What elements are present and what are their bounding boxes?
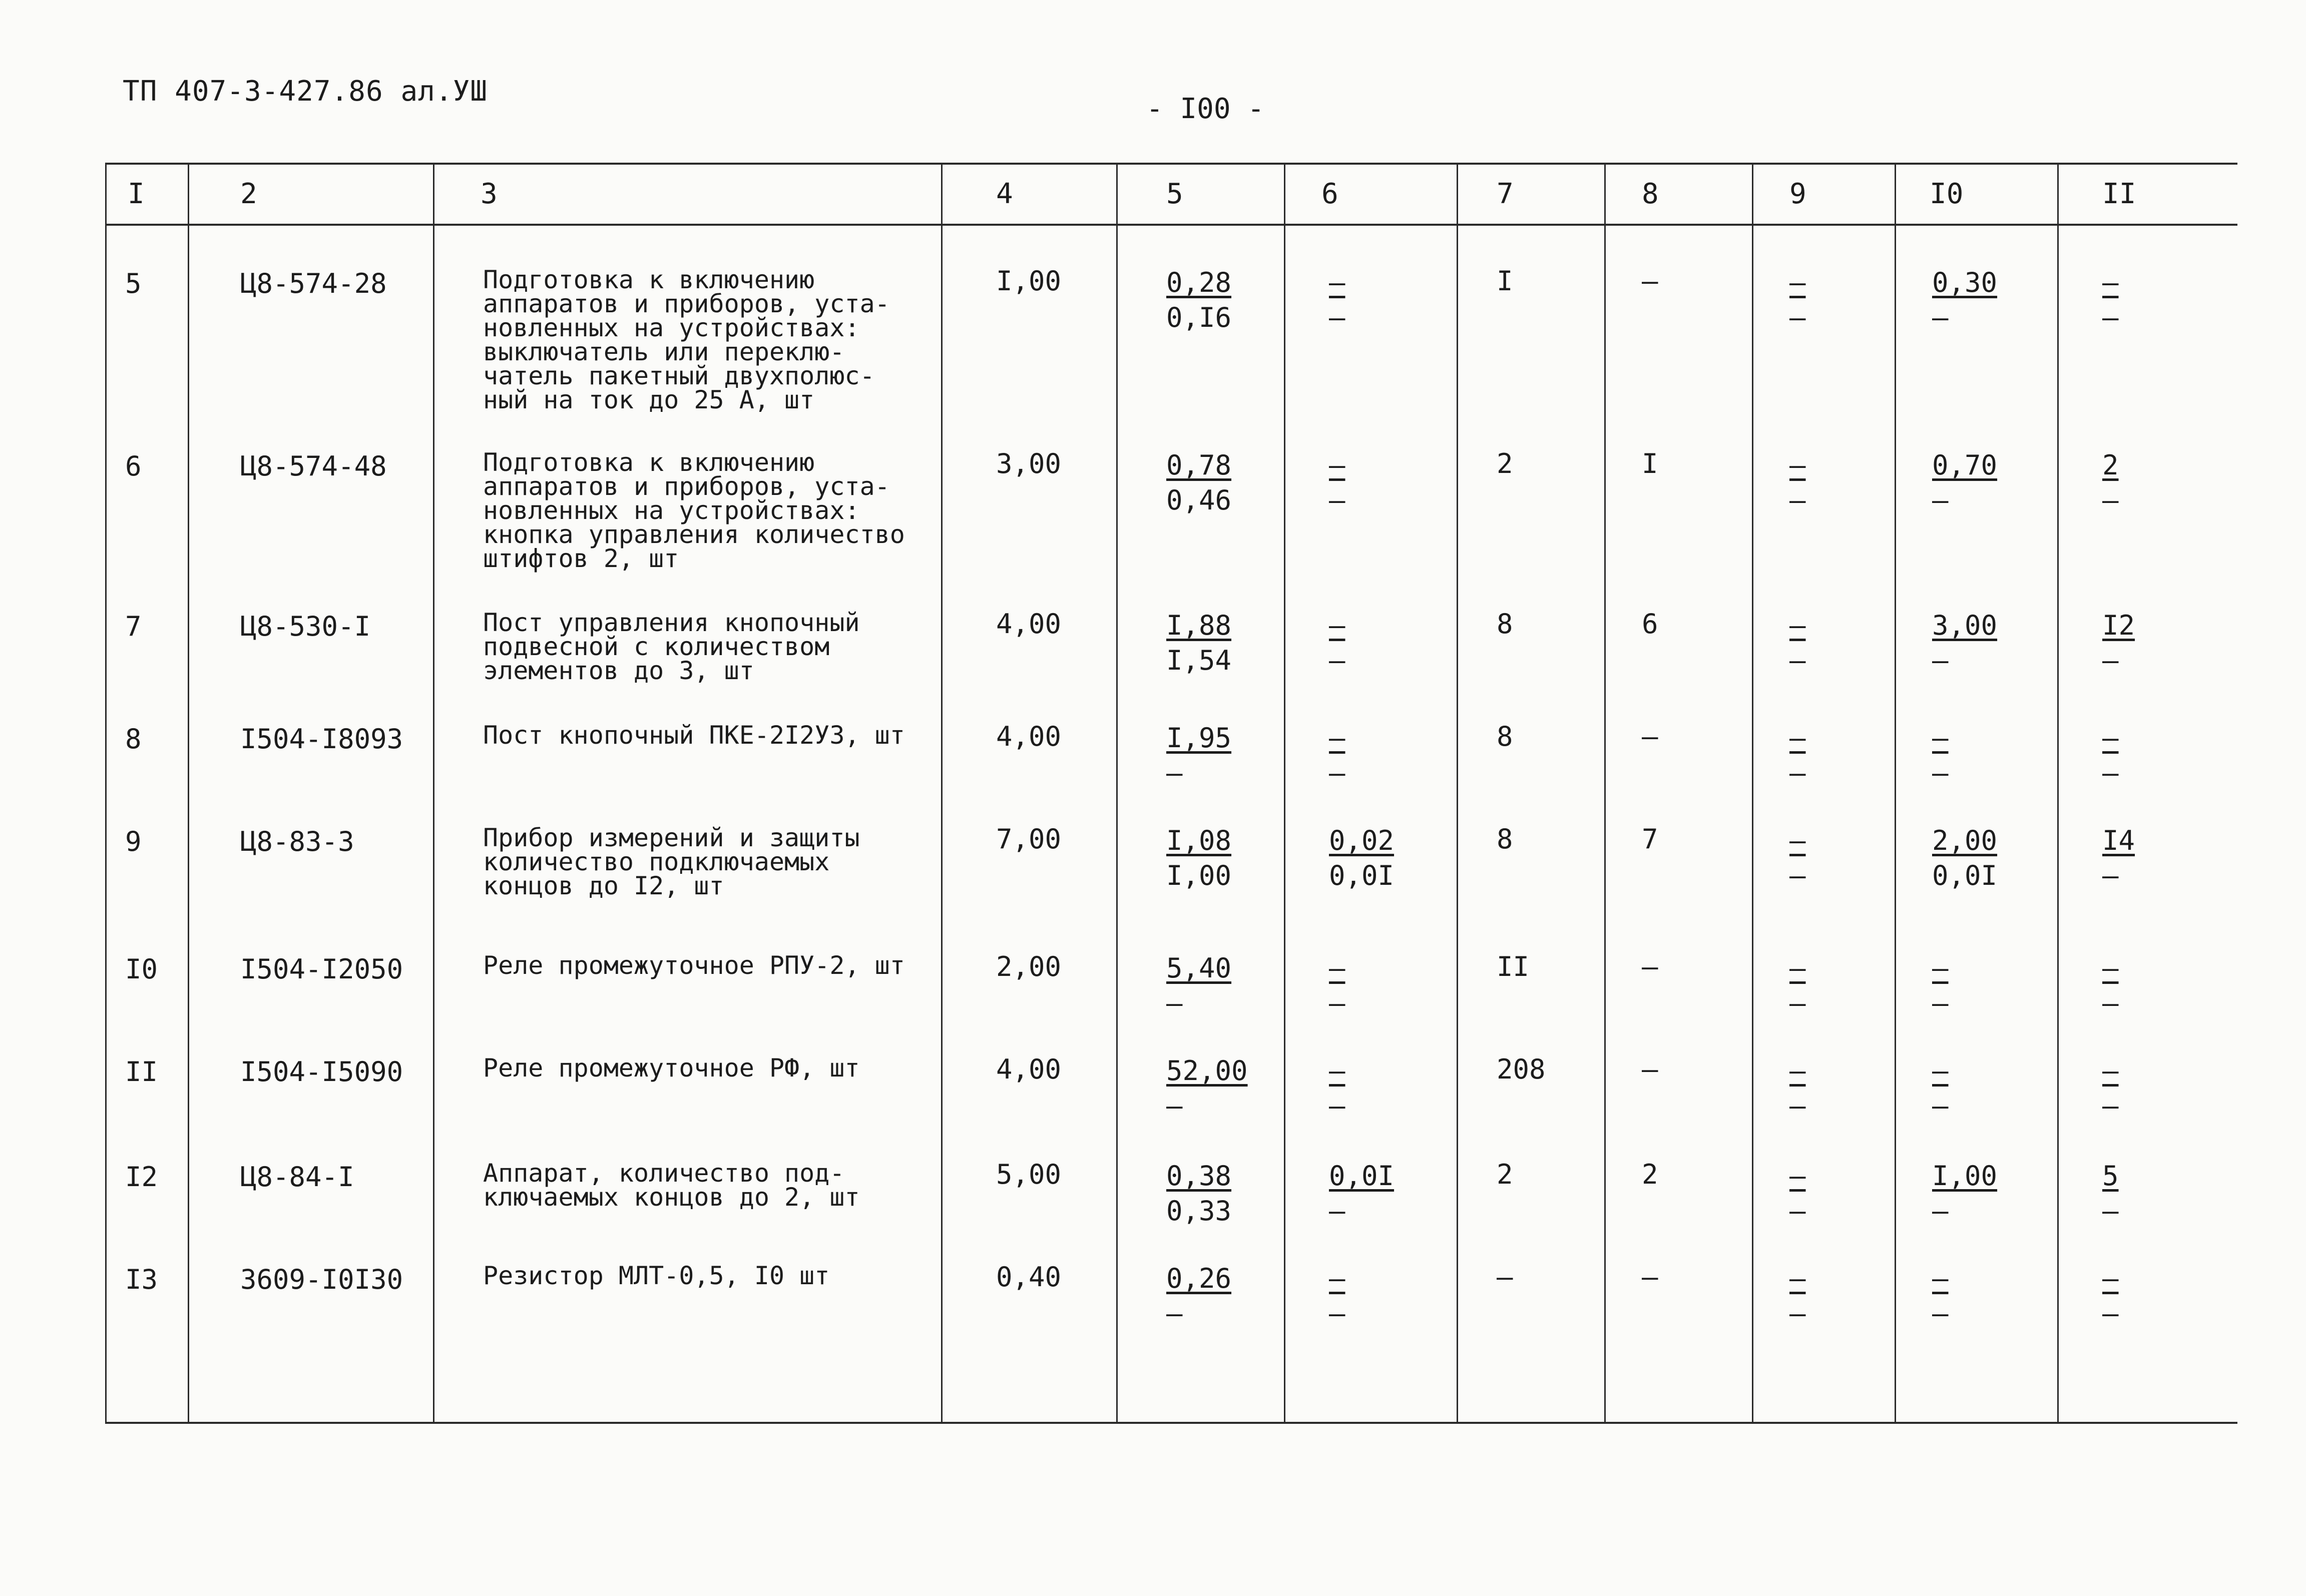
row-number: 7 xyxy=(125,611,142,642)
fraction-denominator: I,00 xyxy=(1166,860,1232,891)
fraction-numerator: I,08 xyxy=(1166,825,1232,856)
column-header: 3 xyxy=(481,178,498,210)
fraction-denominator: – xyxy=(1932,987,1949,1019)
value-col-7: 208 xyxy=(1497,1053,1546,1085)
fraction-numerator: 0,28 xyxy=(1166,267,1232,298)
fraction-denominator: – xyxy=(1789,1090,1806,1122)
quantity-value: 4,00 xyxy=(996,1053,1062,1085)
fraction-denominator: – xyxy=(1329,757,1345,789)
fraction-c6 xyxy=(1329,448,1345,518)
fraction-c6 xyxy=(1329,1159,1394,1229)
fraction-c6 xyxy=(1329,721,1345,791)
fraction-denominator: – xyxy=(1329,987,1345,1019)
fraction-denominator: I,54 xyxy=(1166,645,1232,676)
row-number: I2 xyxy=(125,1161,158,1193)
fraction-c10 xyxy=(1932,1261,1949,1331)
fraction-c10 xyxy=(1932,951,1949,1021)
fraction-c6 xyxy=(1329,1261,1345,1331)
quantity-value: 4,00 xyxy=(996,721,1062,752)
fraction-c11 xyxy=(2102,608,2135,678)
fraction-numerator: – xyxy=(1789,267,1806,298)
fraction-c5 xyxy=(1166,1261,1231,1331)
fraction-denominator: – xyxy=(2102,484,2119,516)
fraction-denominator: – xyxy=(1932,484,1949,516)
fraction-denominator: 0,I6 xyxy=(1166,302,1232,333)
fraction-c5 xyxy=(1166,951,1231,1021)
fraction-numerator: I,88 xyxy=(1166,610,1232,641)
quantity-value: 7,00 xyxy=(996,823,1062,855)
work-description: Резистор МЛТ-0,5, I0 шт xyxy=(483,1261,830,1290)
column-divider xyxy=(1284,163,1285,1424)
work-description: Реле промежуточное РПУ-2, шт xyxy=(483,951,905,980)
price-code: I504-I5090 xyxy=(240,1056,403,1088)
fraction-denominator: – xyxy=(2102,987,2119,1019)
fraction-denominator: – xyxy=(2102,645,2119,676)
fraction-denominator: – xyxy=(2102,860,2119,891)
fraction-numerator: – xyxy=(1789,449,1806,481)
value-col-7: II xyxy=(1497,951,1530,982)
fraction-denominator: – xyxy=(1329,1090,1345,1122)
fraction-denominator: – xyxy=(1932,1090,1949,1122)
fraction-c11 xyxy=(2102,823,2135,893)
fraction-numerator: – xyxy=(1789,722,1806,754)
fraction-numerator: – xyxy=(1789,1055,1806,1087)
row-number: II xyxy=(125,1056,158,1088)
fraction-numerator: – xyxy=(1329,1263,1345,1294)
value-col-8: 2 xyxy=(1642,1159,1658,1190)
column-header: 5 xyxy=(1166,178,1183,210)
fraction-numerator: – xyxy=(2102,1055,2119,1087)
fraction-c5 xyxy=(1166,608,1231,678)
column-header: 4 xyxy=(996,178,1013,210)
fraction-denominator: – xyxy=(1789,1298,1806,1329)
fraction-numerator: – xyxy=(1932,1263,1949,1294)
fraction-c6 xyxy=(1329,951,1345,1021)
fraction-c6 xyxy=(1329,608,1345,678)
fraction-numerator: – xyxy=(1329,267,1345,298)
column-divider xyxy=(1752,163,1753,1424)
fraction-c5 xyxy=(1166,823,1231,893)
fraction-c9 xyxy=(1789,823,1806,893)
fraction-denominator: 0,0I xyxy=(1329,860,1395,891)
table-bottom-border xyxy=(105,1422,2237,1424)
fraction-numerator: 2 xyxy=(2102,449,2119,481)
row-number: 5 xyxy=(125,268,142,299)
fraction-denominator: – xyxy=(1789,757,1806,789)
fraction-numerator: 0,78 xyxy=(1166,449,1232,481)
quantity-value: 3,00 xyxy=(996,448,1062,479)
fraction-denominator: – xyxy=(1166,1298,1183,1329)
fraction-denominator: – xyxy=(1932,302,1949,333)
column-divider xyxy=(1457,163,1458,1424)
price-code: Ц8-574-48 xyxy=(240,450,387,482)
fraction-denominator: – xyxy=(1166,987,1183,1019)
fraction-denominator: 0,33 xyxy=(1166,1195,1232,1227)
price-code: I504-I8093 xyxy=(240,723,403,755)
fraction-numerator: 2,00 xyxy=(1932,825,1998,856)
fraction-c11 xyxy=(2102,721,2119,791)
row-number: 9 xyxy=(125,826,142,857)
quantity-value: 2,00 xyxy=(996,951,1062,982)
fraction-denominator: – xyxy=(2102,757,2119,789)
document-code: ТП 407-3-427.86 ал.УШ xyxy=(123,75,488,108)
row-number: 6 xyxy=(125,450,142,482)
quantity-value: 5,00 xyxy=(996,1159,1062,1190)
column-header: 2 xyxy=(240,178,257,210)
fraction-numerator: I2 xyxy=(2102,610,2135,641)
page-number: - I00 - xyxy=(1146,93,1265,125)
fraction-c5 xyxy=(1166,1053,1248,1124)
fraction-numerator: I4 xyxy=(2102,825,2135,856)
fraction-denominator: – xyxy=(1329,302,1345,333)
value-col-8: – xyxy=(1642,1261,1658,1293)
column-header: II xyxy=(2102,178,2136,210)
fraction-numerator: – xyxy=(1329,610,1345,641)
fraction-c9 xyxy=(1789,448,1806,518)
fraction-denominator: – xyxy=(1932,1195,1949,1227)
fraction-numerator: – xyxy=(1789,610,1806,641)
fraction-denominator: – xyxy=(1789,987,1806,1019)
work-description: Подготовка к включению аппаратов и приборов, уста- новленных на устройствах: выключатель или переклю- чатель пакетный двухполюс- ный на ток до 25 А, шт xyxy=(483,265,890,414)
value-col-8: I xyxy=(1642,448,1658,479)
value-col-7: 8 xyxy=(1497,608,1513,640)
fraction-c11 xyxy=(2102,1261,2119,1331)
fraction-denominator: – xyxy=(1789,302,1806,333)
fraction-numerator: – xyxy=(1329,1055,1345,1087)
column-divider xyxy=(941,163,943,1424)
fraction-numerator: 0,0I xyxy=(1329,1160,1395,1192)
fraction-numerator: – xyxy=(2102,952,2119,984)
work-description: Аппарат, количество под- ключаемых концов до 2, шт xyxy=(483,1159,860,1212)
fraction-c9 xyxy=(1789,1261,1806,1331)
value-col-8: – xyxy=(1642,265,1658,297)
column-header: 9 xyxy=(1789,178,1806,210)
fraction-numerator: – xyxy=(2102,267,2119,298)
fraction-denominator: – xyxy=(1329,1298,1345,1329)
value-col-7: – xyxy=(1497,1261,1513,1293)
quantity-value: I,00 xyxy=(996,265,1062,297)
fraction-c10 xyxy=(1932,265,1997,335)
fraction-numerator: – xyxy=(1789,952,1806,984)
fraction-numerator: – xyxy=(1329,952,1345,984)
row-number: I3 xyxy=(125,1264,158,1295)
column-divider xyxy=(1116,163,1118,1424)
fraction-c11 xyxy=(2102,1053,2119,1124)
row-number: I0 xyxy=(125,953,158,985)
fraction-c9 xyxy=(1789,1053,1806,1124)
fraction-c5 xyxy=(1166,721,1231,791)
price-code: I504-I2050 xyxy=(240,953,403,985)
fraction-c10 xyxy=(1932,448,1997,518)
column-header: I0 xyxy=(1930,178,1964,210)
fraction-denominator: – xyxy=(1932,757,1949,789)
fraction-numerator: 5,40 xyxy=(1166,952,1232,984)
fraction-denominator: – xyxy=(1789,860,1806,891)
fraction-numerator: I,95 xyxy=(1166,722,1232,754)
fraction-numerator: 0,38 xyxy=(1166,1160,1232,1192)
value-col-7: 8 xyxy=(1497,823,1513,855)
fraction-numerator: 0,30 xyxy=(1932,267,1998,298)
fraction-numerator: – xyxy=(1329,449,1345,481)
column-divider xyxy=(105,163,107,1424)
header-bottom-border xyxy=(105,224,2237,226)
fraction-c9 xyxy=(1789,721,1806,791)
fraction-numerator: – xyxy=(1789,1263,1806,1294)
fraction-c11 xyxy=(2102,265,2119,335)
fraction-denominator: – xyxy=(1166,757,1183,789)
fraction-denominator: – xyxy=(2102,1195,2119,1227)
fraction-denominator: – xyxy=(1166,1090,1183,1122)
fraction-denominator: – xyxy=(2102,1090,2119,1122)
work-description: Пост кнопочный ПКЕ-2I2У3, шт xyxy=(483,721,905,750)
value-col-7: 2 xyxy=(1497,448,1513,479)
fraction-numerator: 0,70 xyxy=(1932,449,1998,481)
fraction-numerator: – xyxy=(1932,952,1949,984)
fraction-denominator: – xyxy=(1932,645,1949,676)
fraction-c5 xyxy=(1166,1159,1231,1229)
value-col-7: I xyxy=(1497,265,1513,297)
fraction-denominator: – xyxy=(1789,484,1806,516)
fraction-numerator: – xyxy=(2102,722,2119,754)
fraction-numerator: – xyxy=(1789,825,1806,856)
price-code: 3609-I0I30 xyxy=(240,1264,403,1295)
price-code: Ц8-83-3 xyxy=(240,826,354,857)
fraction-denominator: – xyxy=(1789,645,1806,676)
value-col-8: 7 xyxy=(1642,823,1658,855)
column-divider xyxy=(188,163,189,1424)
fraction-c10 xyxy=(1932,1159,1997,1229)
column-header: I xyxy=(128,178,145,210)
fraction-c10 xyxy=(1932,608,1997,678)
fraction-numerator: 52,00 xyxy=(1166,1055,1248,1087)
fraction-c6 xyxy=(1329,1053,1345,1124)
row-number: 8 xyxy=(125,723,142,755)
value-col-8: – xyxy=(1642,951,1658,982)
fraction-c9 xyxy=(1789,608,1806,678)
fraction-numerator: – xyxy=(1932,722,1949,754)
work-description: Реле промежуточное РФ, шт xyxy=(483,1053,860,1083)
column-divider xyxy=(1895,163,1896,1424)
work-description: Прибор измерений и защиты количество подключаемых концов до I2, шт xyxy=(483,823,860,900)
column-divider xyxy=(2057,163,2059,1424)
fraction-denominator: – xyxy=(2102,302,2119,333)
price-code: Ц8-530-I xyxy=(240,611,371,642)
column-divider xyxy=(433,163,434,1424)
fraction-c9 xyxy=(1789,265,1806,335)
fraction-numerator: – xyxy=(1329,722,1345,754)
quantity-value: 0,40 xyxy=(996,1261,1062,1293)
fraction-numerator: 0,26 xyxy=(1166,1263,1232,1294)
value-col-8: – xyxy=(1642,721,1658,752)
column-divider xyxy=(1604,163,1606,1424)
fraction-denominator: – xyxy=(1329,645,1345,676)
fraction-numerator: – xyxy=(1789,1160,1806,1192)
value-col-8: – xyxy=(1642,1053,1658,1085)
fraction-c5 xyxy=(1166,448,1231,518)
fraction-c11 xyxy=(2102,448,2119,518)
fraction-c9 xyxy=(1789,951,1806,1021)
fraction-c9 xyxy=(1789,1159,1806,1229)
value-col-7: 2 xyxy=(1497,1159,1513,1190)
fraction-denominator: 0,46 xyxy=(1166,484,1232,516)
fraction-numerator: 0,02 xyxy=(1329,825,1395,856)
fraction-c6 xyxy=(1329,265,1345,335)
column-header: 7 xyxy=(1497,178,1514,210)
fraction-numerator: I,00 xyxy=(1932,1160,1998,1192)
price-code: Ц8-84-I xyxy=(240,1161,354,1193)
fraction-denominator: – xyxy=(1329,1195,1345,1227)
fraction-denominator: – xyxy=(1932,1298,1949,1329)
fraction-numerator: 3,00 xyxy=(1932,610,1998,641)
fraction-denominator: – xyxy=(1329,484,1345,516)
fraction-numerator: – xyxy=(1932,1055,1949,1087)
work-description: Пост управления кнопочный подвесной с количеством элементов до 3, шт xyxy=(483,608,860,685)
column-header: 8 xyxy=(1642,178,1659,210)
fraction-c10 xyxy=(1932,1053,1949,1124)
fraction-c6 xyxy=(1329,823,1394,893)
specification-table xyxy=(105,163,2237,1424)
price-code: Ц8-574-28 xyxy=(240,268,387,299)
quantity-value: 4,00 xyxy=(996,608,1062,640)
fraction-denominator: – xyxy=(2102,1298,2119,1329)
fraction-numerator: 5 xyxy=(2102,1160,2119,1192)
fraction-c10 xyxy=(1932,823,1997,893)
fraction-c10 xyxy=(1932,721,1949,791)
value-col-7: 8 xyxy=(1497,721,1513,752)
fraction-c11 xyxy=(2102,951,2119,1021)
fraction-denominator: 0,0I xyxy=(1932,860,1998,891)
fraction-c5 xyxy=(1166,265,1231,335)
value-col-8: 6 xyxy=(1642,608,1658,640)
fraction-numerator: – xyxy=(2102,1263,2119,1294)
column-header: 6 xyxy=(1321,178,1338,210)
work-description: Подготовка к включению аппаратов и приборов, уста- новленных на устройствах: кнопка управления количество штифтов 2, шт xyxy=(483,448,905,573)
fraction-c11 xyxy=(2102,1159,2119,1229)
fraction-denominator: – xyxy=(1789,1195,1806,1227)
table-top-border xyxy=(105,163,2237,165)
